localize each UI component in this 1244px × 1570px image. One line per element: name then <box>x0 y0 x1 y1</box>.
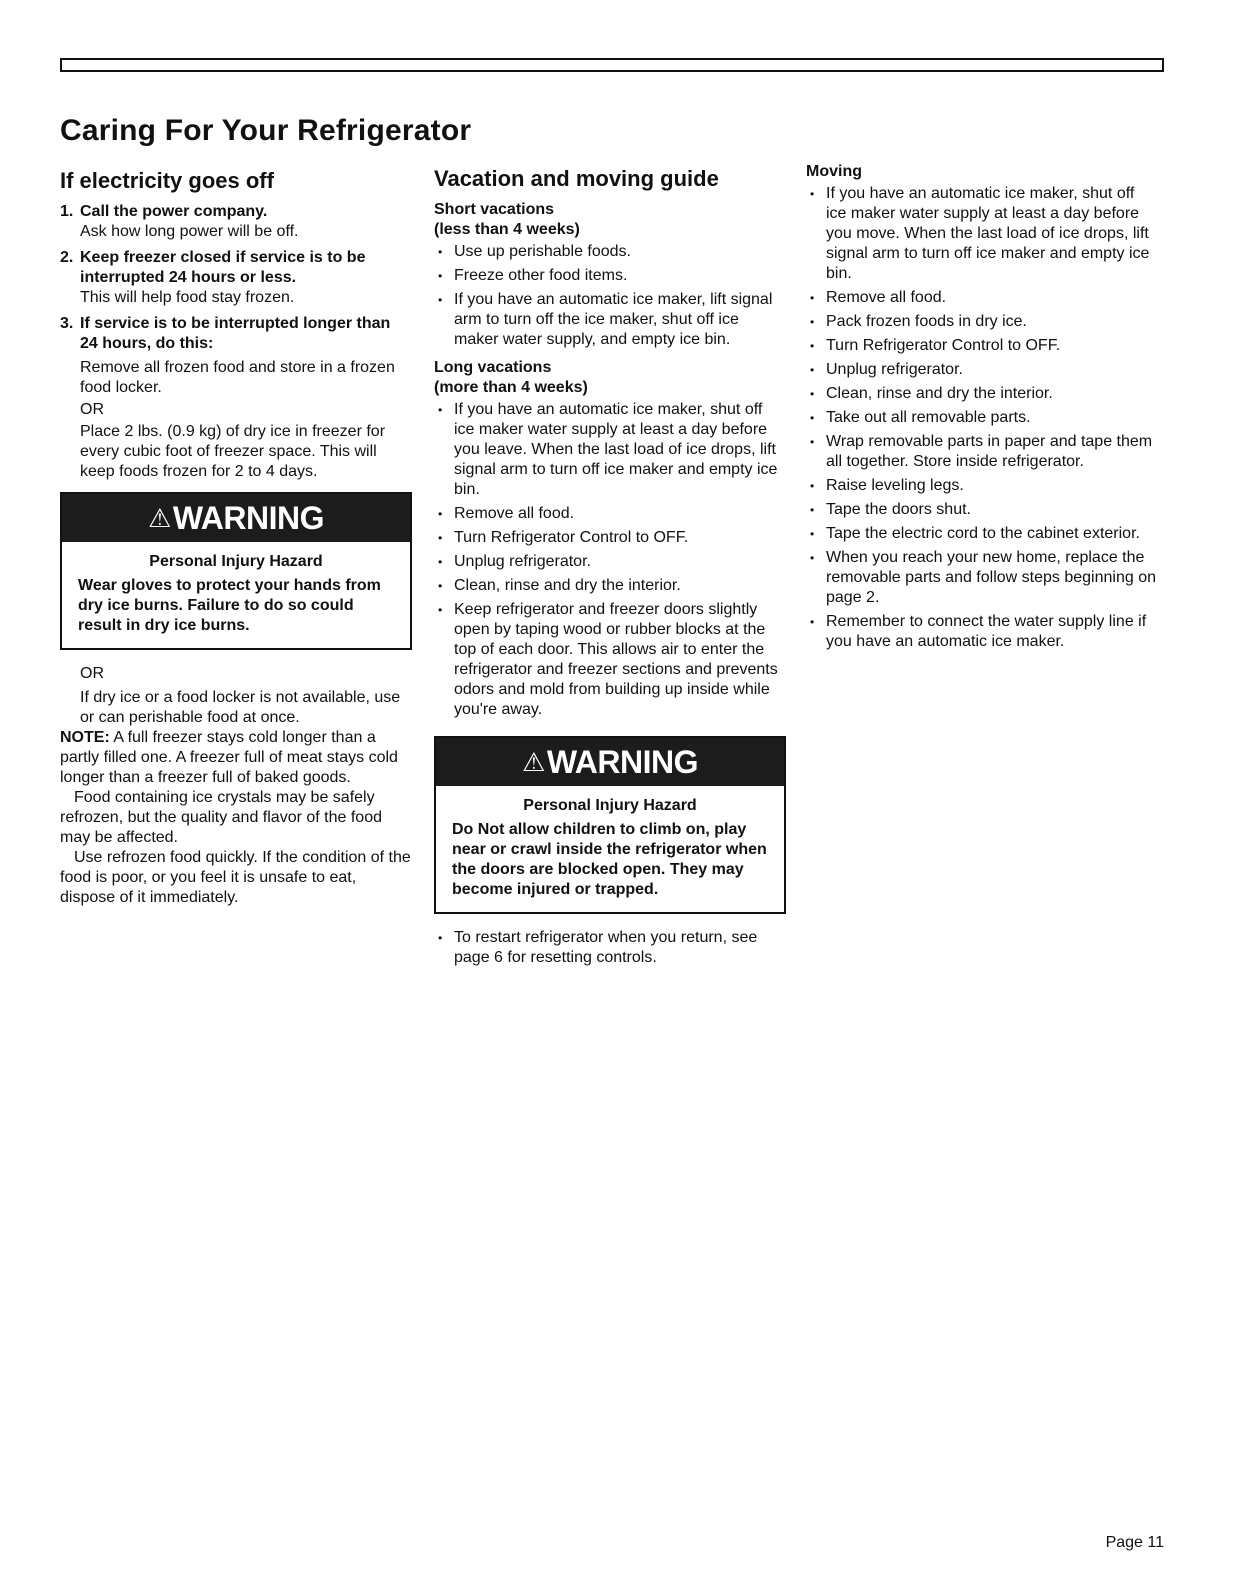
list-item: • Wrap removable parts in paper and tape them all together. Store inside refrigerator. <box>806 432 1158 472</box>
warning-header <box>436 738 784 786</box>
list-item: • Turn Refrigerator Control to OFF. <box>434 528 786 548</box>
moving-list <box>806 184 1158 652</box>
list-item: • Tape the electric cord to the cabinet exterior. <box>806 524 1158 544</box>
list-item: • Pack frozen foods in dry ice. <box>806 312 1158 332</box>
column-moving <box>806 163 1158 656</box>
warning-box-dry-ice <box>60 492 412 650</box>
column-electricity <box>60 168 412 908</box>
warning-hazard: Personal Injury Hazard <box>523 797 697 814</box>
step-title: Call the power company. <box>80 203 268 220</box>
long-vacations-title: Long vacations <box>434 359 552 376</box>
list-item: • Remove all food. <box>434 504 786 524</box>
short-vacations-subtitle: (less than 4 weeks) <box>434 221 580 238</box>
list-item: • If you have an automatic ice maker, shut off ice maker water supply at least a day before you leave. When the last load of ice drops, lift signal arm to turn off ice maker and empty ice bin. <box>434 400 786 500</box>
section-heading-vacation: Vacation and moving guide <box>434 166 719 191</box>
paragraph-refrozen: Food containing ice crystals may be safely refrozen, but the quality and flavor of the food may be affected. <box>60 789 382 846</box>
list-item: • Keep refrigerator and freezer doors slightly open by taping wood or rubber blocks at the top of each door. This allows air to enter the refrigerator and freezer sections and prevents odors and mold from building up inside while you're away. <box>434 600 786 720</box>
list-item: • When you reach your new home, replace the removable parts and follow steps beginning on page 2. <box>806 548 1158 608</box>
list-item: • Clean, rinse and dry the interior. <box>806 384 1158 404</box>
list-item: • Unplug refrigerator. <box>806 360 1158 380</box>
list-item: • Remove all food. <box>806 288 1158 308</box>
warning-body <box>436 786 784 912</box>
list-item: • Freeze other food items. <box>434 266 786 286</box>
warning-label: WARNING <box>172 500 324 536</box>
warning-header <box>62 494 410 542</box>
list-item: • If you have an automatic ice maker, lift signal arm to turn off the ice maker, shut off ice maker water supply, and empty ice bin. <box>434 290 786 350</box>
list-item: • Use up perishable foods. <box>434 242 786 262</box>
step-number: 1. <box>60 203 74 220</box>
list-item: • Take out all removable parts. <box>806 408 1158 428</box>
step-item <box>60 202 412 242</box>
warning-text: Wear gloves to protect your hands from dry ice burns. Failure to do so could result in dry ice burns. <box>78 577 381 634</box>
step-title: If service is to be interrupted longer than 24 hours, do this: <box>80 315 391 352</box>
long-vacations-subtitle: (more than 4 weeks) <box>434 379 588 396</box>
warning-body <box>62 542 410 648</box>
list-item: • Tape the doors shut. <box>806 500 1158 520</box>
moving-title: Moving <box>806 163 862 180</box>
step-item <box>60 248 412 308</box>
list-item: • Turn Refrigerator Control to OFF. <box>806 336 1158 356</box>
column-vacation <box>434 168 786 972</box>
step-body: This will help food stay frozen. <box>80 289 295 306</box>
step-title: Keep freezer closed if service is to be interrupted 24 hours or less. <box>80 249 366 286</box>
warning-text: Do Not allow children to climb on, play near or crawl inside the refrigerator when the doors are blocked open. They may become injured or trapped. <box>452 821 767 898</box>
warning-box-children <box>434 736 786 914</box>
step-item <box>60 314 412 482</box>
step-body: Ask how long power will be off. <box>80 223 299 240</box>
long-vacations-list <box>434 400 786 720</box>
paragraph-use-quickly: Use refrozen food quickly. If the condition of the food is poor, or you feel it is unsafe to eat, dispose of it immediately. <box>60 849 411 906</box>
warning-hazard: Personal Injury Hazard <box>149 553 323 570</box>
list-item: • Remember to connect the water supply line if you have an automatic ice maker. <box>806 612 1158 652</box>
list-item: • Clean, rinse and dry the interior. <box>434 576 786 596</box>
list-item: • If you have an automatic ice maker, shut off ice maker water supply at least a day before you move. When the last load of ice drops, lift signal arm to turn off ice maker and empty ice bin. <box>806 184 1158 284</box>
list-item: • Unplug refrigerator. <box>434 552 786 572</box>
note <box>60 728 412 788</box>
alt-text: If dry ice or a food locker is not available, use or can perishable food at once. <box>80 689 401 726</box>
steps-list <box>60 202 412 482</box>
restart-list <box>434 928 786 968</box>
step-number: 3. <box>60 315 74 332</box>
note-text: A full freezer stays cold longer than a partly filled one. A freezer full of meat stays cold longer than a freezer full of baked goods. <box>60 729 398 786</box>
or-text-2: OR <box>80 665 104 682</box>
warning-label: WARNING <box>546 744 698 780</box>
step-number: 2. <box>60 249 74 266</box>
top-rule <box>60 70 1164 72</box>
short-vacations-title: Short vacations <box>434 201 555 218</box>
list-item: • Raise leveling legs. <box>806 476 1158 496</box>
warning-triangle-icon: ⚠ <box>148 503 171 533</box>
warning-triangle-icon: ⚠ <box>522 747 545 777</box>
note-label: NOTE: <box>60 729 110 746</box>
page-number: Page 11 <box>1105 1534 1164 1551</box>
step-body: Remove all frozen food and store in a frozen food locker. <box>80 359 395 396</box>
page-title: Caring For Your Refrigerator <box>60 114 472 147</box>
list-item: • To restart refrigerator when you return, see page 6 for resetting controls. <box>434 928 786 968</box>
section-heading-electricity: If electricity goes off <box>60 168 274 193</box>
or-text: OR <box>80 401 104 418</box>
short-vacations-list <box>434 242 786 350</box>
step-body-alt: Place 2 lbs. (0.9 kg) of dry ice in freezer for every cubic foot of freezer space. This will keep foods frozen for 2 to 4 days. <box>80 423 386 480</box>
